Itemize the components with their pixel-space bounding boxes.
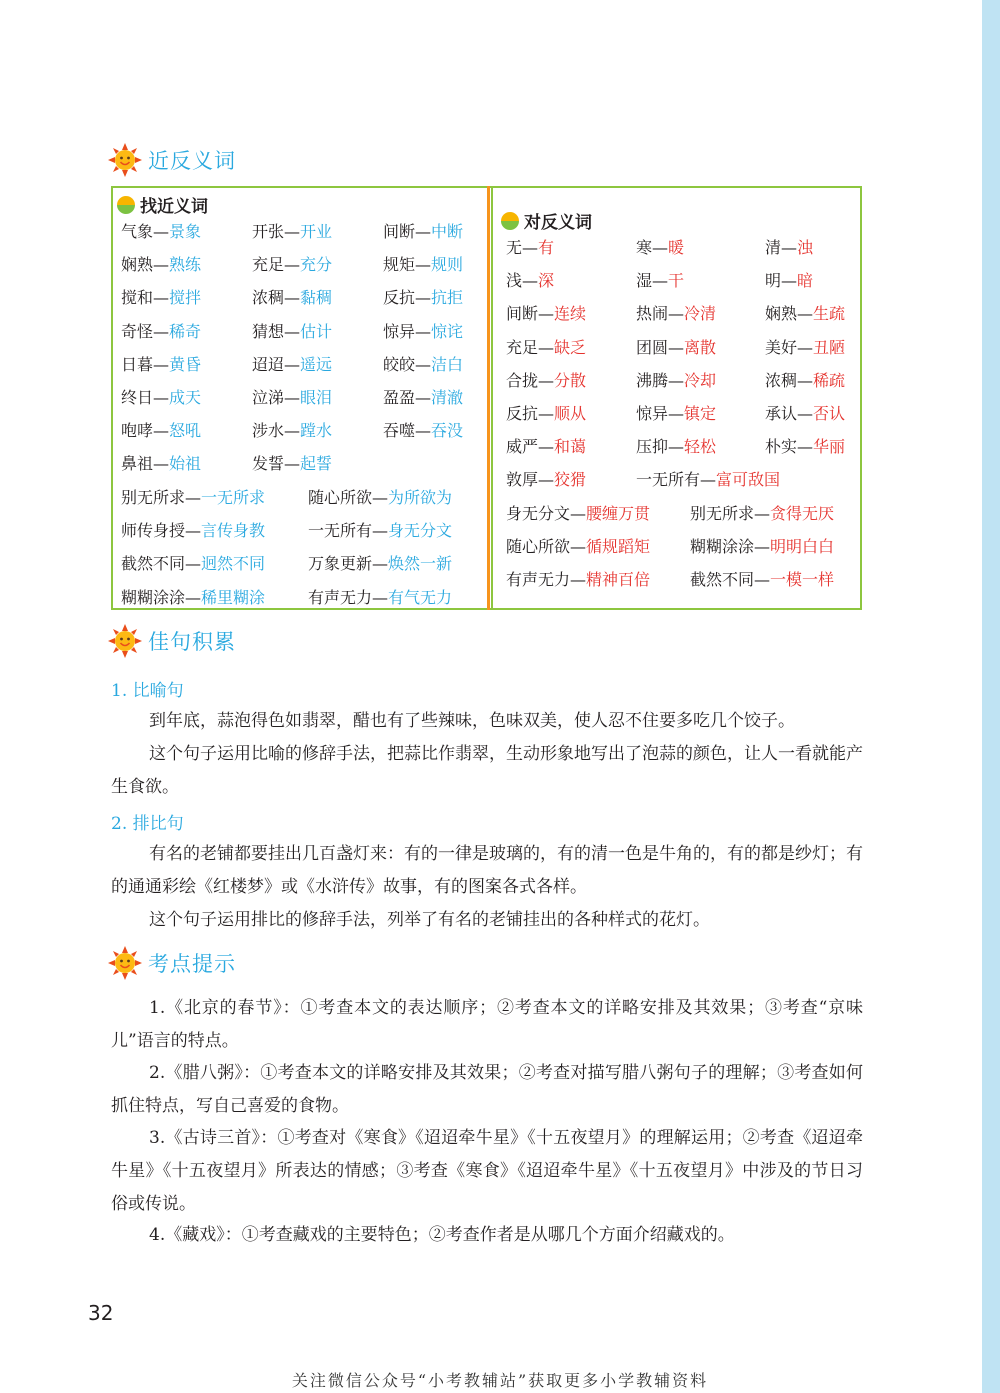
synonym-answer: 有气无力 (388, 587, 453, 607)
antonym-answer: 明明白白 (770, 537, 835, 557)
synonym-answer: 吞没 (431, 421, 464, 441)
antonym-pair: 娴熟—生疏 (765, 304, 846, 324)
vocab-section-heading (108, 143, 236, 177)
synonym-pair: 盈盈—清澈 (383, 388, 464, 407)
synonym-word: 开张 (252, 222, 285, 241)
synonym-answer: 焕然一新 (388, 554, 453, 574)
antonym-pair: 敦厚—狡猾 (506, 470, 587, 490)
synonym-word: 随心所欲 (308, 488, 373, 507)
synonym-word: 搅和 (121, 288, 154, 308)
synonym-word: 间断 (383, 222, 416, 241)
synonym-title: 找近义词 (140, 197, 208, 217)
synonym-word: 娴熟 (121, 255, 154, 275)
synonym-word: 气象 (121, 222, 154, 241)
metaphor-note: 这个句子运用比喻的修辞手法，把蒜比作翡翠，生动形象地写出了泡蒜的颜色，让人一看就能产生食欲。 (111, 744, 863, 797)
synonym-pair: 涉水—蹚水 (252, 421, 333, 441)
antonym-answer: 狡猾 (554, 470, 587, 490)
page-edge-strip (982, 0, 1000, 1393)
antonym-answer: 冷却 (684, 370, 717, 390)
synonym-answer: 抗拒 (431, 288, 464, 308)
synonym-answer: 迥然不同 (201, 554, 266, 574)
antonym-answer: 深 (538, 271, 555, 291)
synonym-pair: 娴熟—熟练 (121, 255, 202, 275)
synonym-pair: 鼻祖—始祖 (121, 454, 202, 474)
synonym-pair: 泣涕—眼泪 (252, 388, 333, 407)
antonym-pair: 压抑—轻松 (636, 437, 717, 457)
antonym-word: 身无分文 (506, 504, 571, 523)
synonym-pair: 惊异—惊诧 (383, 321, 464, 341)
antonym-word: 反抗 (506, 404, 539, 423)
exam-point: 3.《古诗三首》：①考查对《寒食》《迢迢牵牛星》《十五夜望月》的理解运用；②考查《迢迢牵牛星》《十五夜望月》所表达的情感；③考查《寒食》《迢迢牵牛星》《十五夜望月》中涉及的节日习俗或传说。 (111, 1128, 863, 1214)
synonym-answer: 搅拌 (169, 288, 202, 308)
exam-point: 2.《腊八粥》：①考查本文的详略安排及其效果；②考查对描写腊八粥句子的理解；③考查如何抓住特点，写自己喜爱的食物。 (111, 1063, 863, 1116)
synonym-answer: 中断 (431, 222, 464, 241)
antonym-answer: 镇定 (684, 404, 717, 423)
synonym-answer: 成天 (169, 388, 202, 407)
synonym-answer: 遥远 (300, 354, 333, 374)
synonym-pair: 迢迢—遥远 (252, 354, 333, 374)
synonym-word: 充足 (252, 255, 285, 275)
synonym-word: 规矩 (383, 255, 416, 275)
antonym-pair: 反抗—顺从 (506, 404, 587, 423)
synonym-pair: 间断—中断 (383, 222, 464, 241)
exam-point: 1.《北京的春节》：①考查本文的表达顺序；②考查本文的详略安排及其效果；③考查“京味儿”语言的特点。 (111, 998, 863, 1051)
synonym-word: 糊糊涂涂 (121, 587, 186, 607)
antonym-pair: 寒—暖 (636, 238, 685, 257)
box-divider (487, 186, 490, 610)
antonym-word: 随心所欲 (506, 537, 571, 557)
synonym-pair: 咆哮—怒吼 (121, 421, 202, 441)
sun-icon (108, 624, 142, 658)
antonym-pair: 美好—丑陋 (765, 337, 846, 357)
sentence-section-title: 佳句积累 (148, 630, 236, 654)
antonym-pair: 朴实—华丽 (765, 437, 846, 457)
antonym-answer: 缺乏 (554, 337, 587, 357)
antonym-answer: 有 (538, 238, 555, 257)
synonym-word: 别无所求 (121, 488, 186, 507)
synonym-pair: 搅和—搅拌 (121, 288, 202, 308)
antonym-word: 沸腾 (636, 370, 669, 390)
antonym-answer: 循规蹈矩 (586, 537, 651, 557)
antonym-subheading (501, 208, 592, 233)
synonym-word: 有声无力 (308, 587, 373, 607)
exam-point: 4.《藏戏》：①考查藏戏的主要特色；②考查作者是从哪几个方面介绍藏戏的。 (149, 1225, 735, 1245)
synonym-answer: 稀里糊涂 (201, 587, 266, 607)
antonym-pair: 充足—缺乏 (506, 337, 587, 357)
synonym-pair: 随心所欲—为所欲为 (308, 488, 453, 507)
box-divider-inner (491, 186, 493, 610)
antonym-answer: 富可敌国 (716, 470, 781, 490)
antonym-answer: 离散 (684, 337, 717, 357)
antonym-pair: 浓稠—稀疏 (765, 370, 846, 390)
synonym-answer: 惊诧 (431, 321, 464, 341)
synonym-word: 猜想 (252, 321, 285, 341)
antonym-word: 压抑 (636, 437, 669, 457)
antonym-word: 敦厚 (506, 470, 539, 490)
sentence-section-heading (108, 624, 236, 658)
synonym-pair: 皎皎—洁白 (383, 354, 464, 374)
antonym-answer: 一模一样 (770, 570, 835, 590)
antonym-pair: 身无分文—腰缠万贯 (506, 504, 651, 523)
synonym-word: 盈盈 (383, 388, 416, 407)
synonym-word: 迢迢 (252, 354, 285, 374)
synonym-pair: 奇怪—稀奇 (121, 321, 202, 341)
synonym-answer: 稀奇 (169, 321, 202, 341)
synonym-subheading (117, 192, 208, 217)
synonym-pair: 终日—成天 (121, 388, 202, 407)
antonym-pair: 威严—和蔼 (506, 437, 587, 457)
antonym-word: 糊糊涂涂 (690, 537, 755, 557)
synonym-answer: 怒吼 (169, 421, 202, 441)
antonym-answer: 精神百倍 (586, 570, 651, 590)
synonym-word: 鼻祖 (121, 454, 154, 474)
synonym-word: 泣涕 (252, 388, 285, 407)
antonym-answer: 冷清 (684, 304, 717, 324)
antonym-pair: 合拢—分散 (506, 370, 587, 390)
synonym-answer: 景象 (169, 222, 202, 241)
synonym-word: 吞噬 (383, 421, 416, 441)
antonym-pair: 明—暗 (765, 271, 814, 291)
antonym-word: 承认 (765, 404, 798, 423)
antonym-answer: 丑陋 (813, 337, 846, 357)
antonym-pair: 浅—深 (506, 271, 555, 291)
synonym-answer: 为所欲为 (388, 488, 453, 507)
antonym-word: 浅 (506, 271, 523, 291)
antonym-title: 对反义词 (524, 213, 592, 233)
synonym-answer: 估计 (300, 321, 333, 341)
synonym-word: 师传身授 (121, 521, 186, 541)
sun-icon (108, 143, 142, 177)
antonym-word: 截然不同 (690, 570, 755, 590)
antonym-word: 朴实 (765, 437, 798, 457)
parallelism-quote: 有名的老铺都要挂出几百盏灯来：有的一律是玻璃的，有的清一色是牛角的，有的都是纱灯；有的通通彩绘《红楼梦》或《水浒传》故事，有的图案各式各样。 (111, 844, 863, 897)
synonym-answer: 眼泪 (300, 388, 333, 407)
antonym-pair: 惊异—镇定 (636, 404, 717, 423)
antonym-pair: 团圆—离散 (636, 337, 717, 357)
synonym-pair: 猜想—估计 (252, 321, 333, 341)
synonym-word: 发誓 (252, 454, 285, 474)
synonym-answer: 充分 (300, 255, 333, 275)
synonym-pair: 浓稠—黏稠 (252, 288, 333, 308)
synonym-word: 奇怪 (121, 321, 154, 341)
antonym-word: 惊异 (636, 404, 669, 423)
synonym-answer: 黏稠 (300, 288, 333, 308)
antonym-answer: 暖 (668, 238, 685, 257)
antonym-pair: 随心所欲—循规蹈矩 (506, 537, 651, 557)
antonym-pair: 热闹—冷清 (636, 304, 717, 324)
parallelism-heading: 2. 排比句 (111, 814, 184, 834)
synonym-pair: 别无所求—一无所求 (121, 488, 266, 507)
antonym-word: 威严 (506, 437, 539, 457)
antonym-answer: 干 (668, 271, 685, 291)
antonym-answer: 分散 (554, 370, 587, 390)
synonym-pair: 日暮—黄昏 (121, 354, 202, 374)
exam-section-title: 考点提示 (148, 952, 236, 976)
antonym-word: 团圆 (636, 337, 669, 357)
synonym-word: 日暮 (121, 354, 154, 374)
synonym-pair: 一无所有—身无分文 (308, 521, 453, 541)
antonym-pair: 别无所求—贪得无厌 (690, 504, 835, 523)
metaphor-heading: 1. 比喻句 (111, 681, 184, 701)
antonym-pair: 糊糊涂涂—明明白白 (690, 537, 835, 557)
antonym-word: 有声无力 (506, 570, 571, 590)
synonym-answer: 起誓 (300, 454, 333, 474)
synonym-pair: 充足—充分 (252, 255, 333, 275)
synonym-word: 一无所有 (308, 521, 373, 541)
synonym-pair: 万象更新—焕然一新 (308, 554, 453, 574)
synonym-pair: 有声无力—有气无力 (308, 587, 453, 607)
page-number: 32 (88, 1301, 114, 1325)
antonym-word: 清 (765, 238, 782, 257)
antonym-answer: 贪得无厌 (770, 504, 835, 523)
antonym-pair: 一无所有—富可敌国 (636, 470, 781, 490)
antonym-answer: 腰缠万贯 (586, 504, 651, 523)
synonym-answer: 言传身教 (201, 521, 266, 541)
antonym-pair: 截然不同—一模一样 (690, 570, 835, 590)
synonym-word: 浓稠 (252, 288, 285, 308)
synonym-pair: 发誓—起誓 (252, 454, 333, 474)
synonym-answer: 蹚水 (300, 421, 333, 441)
parallelism-note: 这个句子运用排比的修辞手法，列举了有名的老铺挂出的各种样式的花灯。 (149, 910, 710, 930)
antonym-word: 浓稠 (765, 370, 798, 390)
antonym-pair: 沸腾—冷却 (636, 370, 717, 390)
synonym-word: 涉水 (252, 421, 285, 441)
bullet-dot-icon (501, 212, 519, 230)
antonym-answer: 顺从 (554, 404, 587, 423)
antonym-word: 间断 (506, 304, 539, 324)
antonym-word: 一无所有 (636, 470, 701, 490)
synonym-answer: 黄昏 (169, 354, 202, 374)
synonym-pair: 糊糊涂涂—稀里糊涂 (121, 587, 266, 607)
antonym-answer: 和蔼 (554, 437, 587, 457)
antonym-answer: 生疏 (813, 304, 846, 324)
synonym-pair: 开张—开业 (252, 222, 333, 241)
antonym-word: 美好 (765, 337, 798, 357)
synonym-pair: 吞噬—吞没 (383, 421, 464, 441)
vocab-section-title: 近反义词 (148, 149, 236, 173)
synonym-word: 惊异 (383, 321, 416, 341)
sun-icon (108, 946, 142, 980)
synonym-answer: 始祖 (169, 454, 202, 474)
antonym-pair: 清—浊 (765, 238, 814, 257)
synonym-word: 反抗 (383, 288, 416, 308)
synonym-word: 皎皎 (383, 354, 416, 374)
exam-section-heading (108, 946, 236, 980)
synonym-word: 终日 (121, 388, 154, 407)
synonym-word: 万象更新 (308, 554, 373, 574)
antonym-pair: 间断—连续 (506, 304, 587, 324)
antonym-word: 明 (765, 271, 782, 291)
synonym-answer: 洁白 (431, 354, 464, 374)
antonym-word: 湿 (636, 271, 653, 291)
antonym-answer: 连续 (554, 304, 587, 324)
synonym-pair: 截然不同—迥然不同 (121, 554, 266, 574)
synonym-pair: 气象—景象 (121, 222, 202, 241)
antonym-word: 充足 (506, 337, 539, 357)
antonym-pair: 有声无力—精神百倍 (506, 570, 651, 590)
antonym-answer: 暗 (797, 271, 814, 291)
synonym-word: 截然不同 (121, 554, 186, 574)
synonym-answer: 清澈 (431, 388, 464, 407)
antonym-answer: 轻松 (684, 437, 717, 457)
antonym-word: 无 (506, 238, 523, 257)
antonym-pair: 无—有 (506, 238, 555, 257)
footer-note: 关注微信公众号“小考教辅站”获取更多小学教辅资料 (291, 1371, 709, 1390)
synonym-answer: 熟练 (169, 255, 202, 275)
synonym-answer: 一无所求 (201, 488, 266, 507)
bullet-dot-icon (117, 196, 135, 214)
antonym-pair: 承认—否认 (765, 404, 846, 423)
synonym-answer: 开业 (300, 222, 333, 241)
synonym-answer: 规则 (431, 255, 464, 275)
synonym-word: 咆哮 (121, 421, 154, 441)
antonym-answer: 稀疏 (813, 370, 846, 390)
antonym-pair: 湿—干 (636, 271, 685, 291)
antonym-word: 合拢 (506, 370, 539, 390)
metaphor-quote: 到年底，蒜泡得色如翡翠，醋也有了些辣味，色味双美，使人忍不住要多吃几个饺子。 (149, 711, 795, 731)
synonym-answer: 身无分文 (388, 521, 453, 541)
synonym-pair: 师传身授—言传身教 (121, 521, 266, 541)
antonym-answer: 否认 (813, 404, 846, 423)
antonym-word: 娴熟 (765, 304, 798, 324)
antonym-word: 热闹 (636, 304, 669, 324)
antonym-word: 寒 (636, 238, 653, 257)
synonym-pair: 规矩—规则 (383, 255, 464, 275)
antonym-word: 别无所求 (690, 504, 755, 523)
antonym-answer: 华丽 (813, 437, 846, 457)
antonym-answer: 浊 (797, 238, 814, 257)
synonym-pair: 反抗—抗拒 (383, 288, 464, 308)
